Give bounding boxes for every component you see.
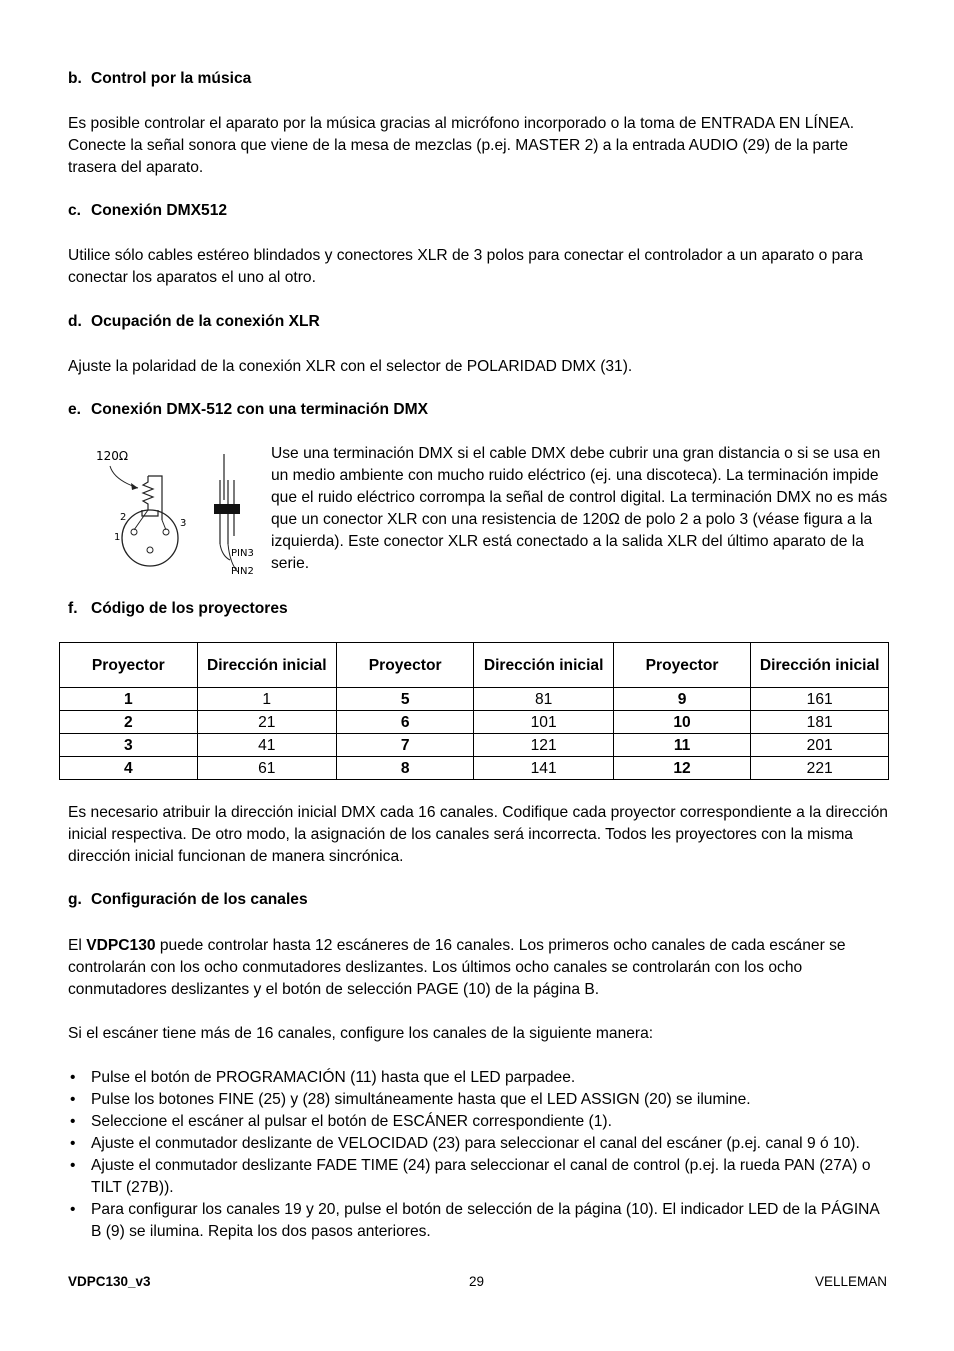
section-g-title: Configuración de los canales [91, 891, 308, 908]
table-cell: 6 [336, 711, 474, 734]
cable-clamp [214, 504, 240, 514]
arrow-line [110, 466, 138, 488]
header-address-2: Dirección inicial [474, 643, 613, 688]
section-e-heading [68, 401, 888, 419]
section-e-title: Conexión DMX-512 con una terminación DMX [91, 401, 429, 418]
bullet-icon: • [70, 1113, 76, 1130]
section-b-body: Es posible controlar el aparato por la música gracias al micrófono incorporado o la toma de ENTRADA EN LÍNEA. Conecte la señal sonora que viene de la mesa de mezclas (p.ej. MASTER 2) a la entrada AUDIO (29) de la parte trasera del aparato. [68, 115, 855, 176]
table-cell: 10 [613, 711, 751, 734]
section-d-body: Ajuste la polaridad de la conexión XLR con el selector de POLARIDAD DMX (31). [68, 358, 633, 375]
section-f-body: Es necesario atribuir la dirección inicial DMX cada 16 canales. Codifique cada proyector correspondiente a la dirección inicial respectiva. De otro modo, la asignación de los canales será incorrecta. Todos les proyectores con la misma dirección inicial funcionan de manera sincrónica. [68, 804, 888, 865]
section-f-title: Código de los proyectores [91, 600, 288, 617]
table-cell: 221 [751, 757, 889, 780]
table-cell: 201 [751, 734, 889, 757]
table-cell: 101 [474, 711, 613, 734]
header-address-1: Dirección inicial [197, 643, 336, 688]
table-row [60, 688, 889, 711]
table-cell: 3 [60, 734, 198, 757]
section-f-label: f. [68, 600, 78, 617]
table-cell: 8 [336, 757, 474, 780]
step-text: Pulse los botones FINE (25) y (28) simultáneamente hasta que el LED ASSIGN (20) se ilumine. [91, 1091, 751, 1108]
table-cell: 7 [336, 734, 474, 757]
xlr-connector-icon [122, 510, 178, 566]
pin-number-3: 3 [180, 518, 187, 529]
table-row [60, 757, 889, 780]
table-cell: 121 [474, 734, 613, 757]
table-cell: 81 [474, 688, 613, 711]
section-g-label: g. [68, 891, 82, 908]
configuration-steps-list [68, 1067, 888, 1243]
section-c-heading [68, 202, 888, 220]
table-cell: 21 [197, 711, 336, 734]
step-text: Pulse el botón de PROGRAMACIÓN (11) hasta que el LED parpadee. [91, 1069, 576, 1086]
section-d-title: Ocupación de la conexión XLR [91, 313, 320, 330]
table-cell: 11 [613, 734, 751, 757]
bullet-icon: • [70, 1069, 76, 1086]
table-cell: 61 [197, 757, 336, 780]
intro-prefix: El [68, 937, 87, 954]
table-cell: 1 [197, 688, 336, 711]
pin-number-1: 1 [114, 532, 121, 543]
pin3-label: PIN3 [231, 548, 254, 559]
footer-page-number: 29 [469, 1274, 485, 1289]
footer-brand: VELLEMAN [815, 1274, 888, 1289]
step-text: Seleccione el escáner al pulsar el botón de ESCÁNER correspondiente (1). [91, 1113, 612, 1130]
section-g-heading [68, 891, 888, 909]
table-cell: 5 [336, 688, 474, 711]
product-name: VDPC130 [86, 937, 156, 954]
table-cell: 181 [751, 711, 889, 734]
header-projector-1: Proyector [60, 643, 198, 688]
bullet-icon: • [70, 1091, 76, 1108]
table-cell: 41 [197, 734, 336, 757]
step-text: Para configurar los canales 19 y 20, pulse el botón de selección de la página (10). El indicador LED de la PÁGINA B (9) se ilumina. Repita los dos pasos anteriores. [91, 1201, 879, 1240]
section-c-body: Utilice sólo cables estéreo blindados y conectores XLR de 3 polos para conectar el controlador a un aparato o para conectar los aparatos el uno al otro. [68, 247, 863, 286]
table-cell: 12 [613, 757, 751, 780]
header-address-3: Dirección inicial [751, 643, 889, 688]
list-item [68, 1067, 888, 1089]
table-cell: 141 [474, 757, 613, 780]
table-cell: 4 [60, 757, 198, 780]
table-row [60, 711, 889, 734]
step-text: Ajuste el conmutador deslizante de VELOCIDAD (23) para seleccionar el canal del escáner (p.ej. canal 9 ó 10). [91, 1135, 860, 1152]
projector-code-table [59, 642, 889, 780]
header-projector-3: Proyector [613, 643, 751, 688]
pin-1-hole [147, 547, 153, 553]
xlr-termination-diagram [88, 440, 258, 580]
wire-pin3 [162, 520, 166, 530]
footer-model: VDPC130_v3 [68, 1274, 151, 1289]
list-item [68, 1199, 888, 1243]
section-c-label: c. [68, 202, 82, 219]
list-item [68, 1155, 888, 1199]
section-g-intro [68, 935, 888, 1001]
list-item [68, 1133, 888, 1155]
table-header-row [60, 643, 889, 688]
table-cell: 2 [60, 711, 198, 734]
intro-rest: puede controlar hasta 12 escáneres de 16 canales. Los primeros ocho canales de cada escáner se controlarán con los ocho conmutadores deslizantes. Los últimos ocho canales se controlarán con los ocho conmutadores deslizantes y el botón de selección PAGE (10) de la página B. [68, 937, 846, 998]
resistor-icon [143, 476, 153, 510]
pin2-label: PIN2 [231, 566, 254, 577]
table-cell: 9 [613, 688, 751, 711]
section-d-heading [68, 313, 888, 331]
section-c-title: Conexión DMX512 [91, 202, 228, 219]
list-item [68, 1089, 888, 1111]
section-b-heading [68, 70, 888, 88]
table-row [60, 734, 889, 757]
step-text: Ajuste el conmutador deslizante FADE TIME (24) para seleccionar el canal de control (p.ej. la rueda PAN (27A) o TILT (27B)). [91, 1157, 871, 1196]
xlr-diagram-svg [88, 440, 258, 580]
bullet-icon: • [70, 1135, 76, 1152]
bullet-icon: • [70, 1201, 76, 1218]
pin-number-2: 2 [120, 512, 127, 523]
bullet-icon: • [70, 1157, 76, 1174]
table-cell: 1 [60, 688, 198, 711]
resistor-label: 120Ω [96, 449, 129, 463]
section-b-label: b. [68, 70, 82, 87]
header-projector-2: Proyector [336, 643, 474, 688]
section-e-label: e. [68, 401, 82, 418]
table-cell: 161 [751, 688, 889, 711]
section-b-title: Control por la música [91, 70, 252, 87]
section-g-body2: Si el escáner tiene más de 16 canales, configure los canales de la siguiente manera: [68, 1025, 654, 1042]
section-d-label: d. [68, 313, 82, 330]
list-item [68, 1111, 888, 1133]
arrow-head [131, 483, 138, 490]
section-e-body: Use una terminación DMX si el cable DMX debe cubrir una gran distancia o si se usa en un medio ambiente con mucho ruido eléctrico (ej. una discoteca). La terminación impide que el ruido eléctrico corrompa la señal de control digital. La terminación DMX no es más que un conector XLR con una resistencia de 120Ω de polo 2 a polo 3 (véase figura a la izquierda). Este conector XLR está conectado a la salida XLR del último aparato de la serie. [271, 445, 888, 572]
section-f-heading [68, 600, 888, 618]
